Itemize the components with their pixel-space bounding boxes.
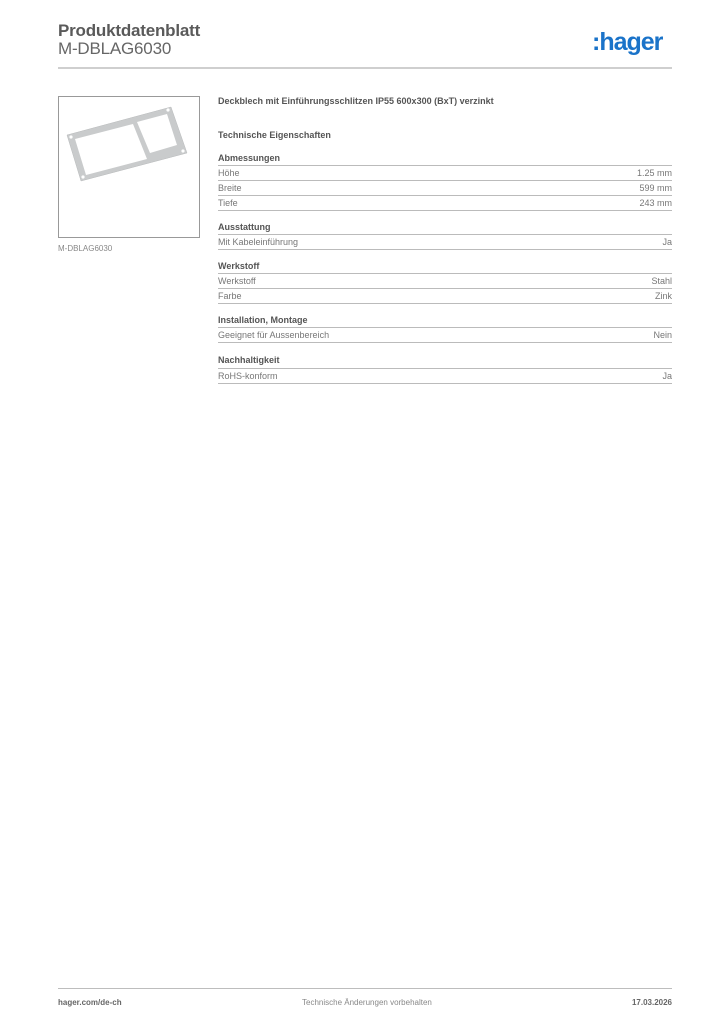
row-label: Breite	[218, 183, 242, 193]
row-label: Höhe	[218, 168, 240, 178]
table-row	[218, 196, 672, 211]
section-title: Nachhaltigkeit	[218, 353, 672, 369]
section-title: Werkstoff	[218, 260, 672, 274]
product-description: Deckblech mit Einführungsschlitzen IP55 600x300 (BxT) verzinkt	[218, 96, 494, 106]
row-label: Werkstoff	[218, 276, 256, 286]
page-title: Produktdatenblatt	[58, 21, 201, 40]
image-caption: M-DBLAG6030	[58, 244, 113, 253]
row-value: 243 mm	[639, 198, 672, 208]
row-value: 599 mm	[639, 183, 672, 193]
header-divider	[58, 67, 672, 69]
section-ausstattung	[218, 221, 672, 250]
footer-website-link[interactable]: hager.com/de-ch	[58, 998, 122, 1007]
row-value: Ja	[662, 237, 672, 247]
product-image	[58, 96, 200, 238]
section-title: Ausstattung	[218, 221, 672, 235]
properties-title: Technische Eigenschaften	[218, 130, 331, 140]
row-label: Geeignet für Aussenbereich	[218, 330, 330, 340]
row-value: Nein	[653, 330, 672, 340]
table-row	[218, 289, 672, 304]
article-number: M-DBLAG6030	[58, 39, 172, 58]
footer-date: 17.03.2026	[631, 998, 672, 1007]
section-title: Installation, Montage	[218, 314, 672, 328]
table-row	[218, 235, 672, 250]
table-row	[218, 274, 672, 289]
table-row	[218, 369, 672, 384]
hager-logo: :hager	[592, 28, 663, 56]
section-nachhaltigkeit	[218, 353, 672, 384]
footer-divider	[58, 988, 672, 989]
row-value: Ja	[662, 371, 672, 381]
section-werkstoff	[218, 260, 672, 304]
row-label: Farbe	[218, 291, 242, 301]
section-abmessungen	[218, 152, 672, 211]
row-value: Stahl	[651, 276, 672, 286]
table-row	[218, 181, 672, 196]
row-value: Zink	[654, 291, 672, 301]
table-row	[218, 328, 672, 343]
row-label: RoHS-konform	[218, 371, 278, 381]
section-title: Abmessungen	[218, 152, 672, 166]
cover-plate-illustration	[59, 97, 199, 237]
content	[218, 96, 672, 384]
row-label: Tiefe	[218, 198, 238, 208]
section-installation	[218, 314, 672, 343]
table-row	[218, 166, 672, 181]
row-value: 1.25 mm	[636, 168, 672, 178]
row-label: Mit Kabeleinführung	[218, 237, 299, 247]
footer-notice: Technische Änderungen vorbehalten	[302, 998, 432, 1007]
